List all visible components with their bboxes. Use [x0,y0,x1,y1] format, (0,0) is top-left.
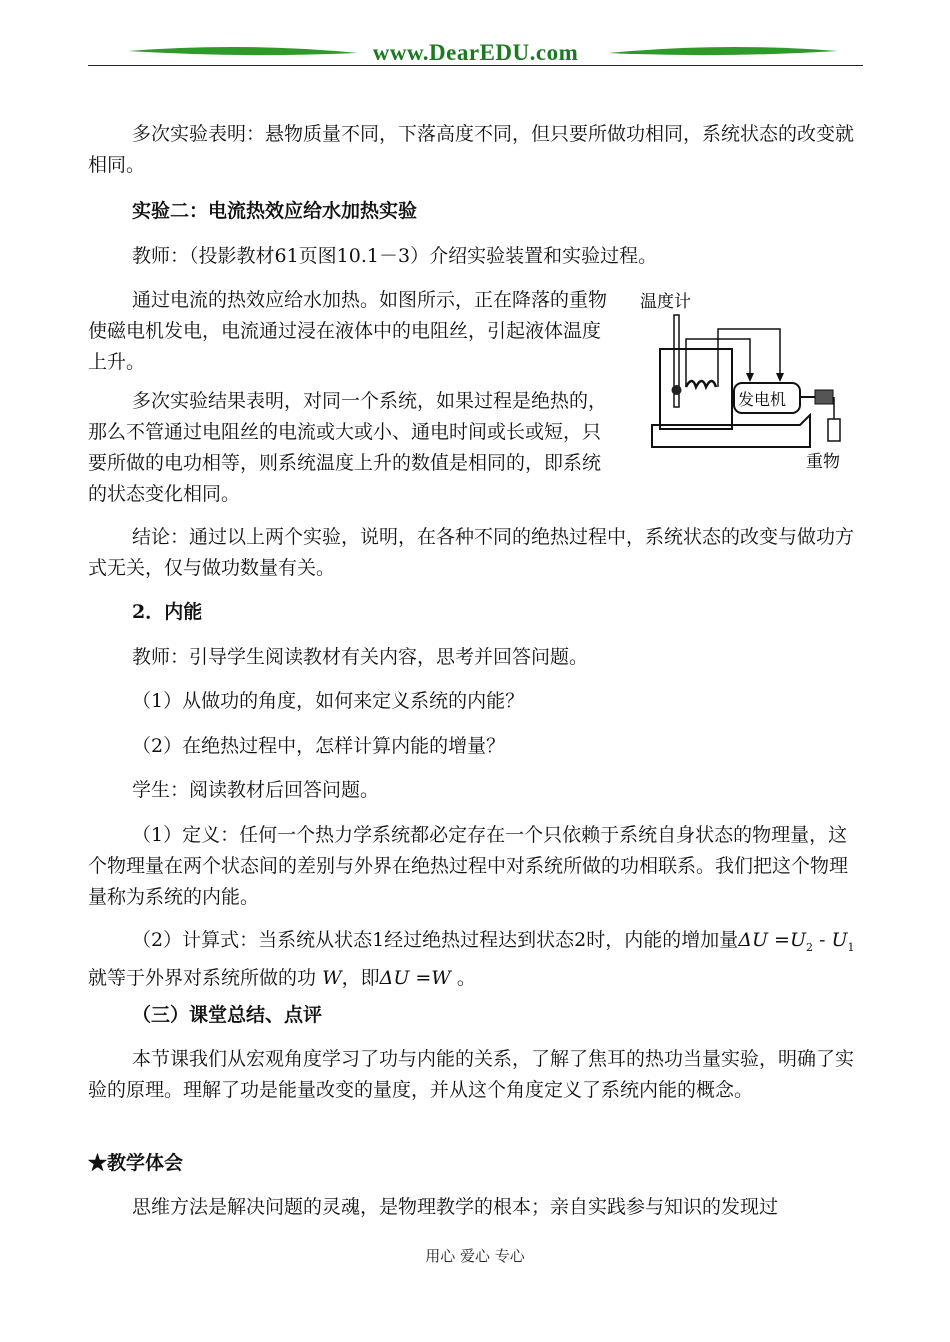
resistance-wire [686,381,716,387]
paragraph: 本节课我们从宏观角度学习了功与内能的关系，了解了焦耳的热功当量实验，明确了实验的原理。理解了功是能量改变的量度，并从这个角度定义了系统内能的概念。 [88,1048,855,1101]
arrow [746,373,754,382]
thermometer-label: 温度计 [640,292,691,312]
section-heading: （三）课堂总结、点评 [132,1004,323,1026]
page-header [88,36,863,72]
paragraph: 多次实验表明：悬物质量不同，下落高度不同，但只要所做功相同，系统状态的改变就相同。 [88,123,855,176]
paragraph: 思维方法是解决问题的灵魂，是物理教学的根本；亲自实践参与知识的发现过 [132,1196,779,1218]
question-2: （2）在绝热过程中，怎样计算内能的增量？ [132,735,506,757]
paragraph: （1）定义：任何一个热力学系统都必定存在一个只依赖于系统自身状态的物理量，这个物理量在两个状态间的差别与外界在绝热过程中对系统所做的功相联系。我们把这个物理量称为系统的内能。 [88,824,849,908]
paragraph: 教师：（投影教材61页图10.1－3）介绍实验装置和实验过程。 [132,245,658,267]
question-1: （1）从做功的角度，如何来定义系统的内能？ [132,690,525,712]
paragraph: 教师：引导学生阅读教材有关内容，思考并回答问题。 [132,646,589,668]
paragraph: 通过电流的热效应给水加热。如图所示，正在降落的重物使磁电机发电，电流通过浸在液体中的电阻丝，引起液体温度上升。 [88,289,608,373]
weight-block [828,419,840,441]
paragraph: 学生：阅读教材后回答问题。 [132,779,380,801]
section-heading: ★教学体会 [88,1152,184,1174]
generator-label: 发电机 [738,390,787,409]
site-brand[interactable]: www.DearEDU.com [372,40,579,65]
weight-label: 重物 [806,452,840,472]
formula-paragraph: （2）计算式：当系统从状态1经过绝热过程达到状态2时，内能的增加量$\Delta U =U_2 - U_1$就等于外界对系统所做的功 W，即ΔU =W 。 [88,929,855,989]
header-rule [88,65,863,66]
paragraph: 结论：通过以上两个实验，说明，在各种不同的绝热过程中，系统状态的改变与做功方式无关，仅与做功数量有关。 [88,526,855,579]
section-heading: 实验二：电流热效应给水加热实验 [132,200,418,222]
arrow [776,373,784,382]
page-footer: 用心 爱心 专心 [425,1247,525,1265]
paragraph: 多次实验结果表明，对同一个系统，如果过程是绝热的，那么不管通过电阻丝的电流或大或小、通电时间或长或短，只要所做的电功相等，则系统温度上升的数值是相同的，即系统的状态变化相同。 [88,390,608,505]
spool [815,390,833,404]
generator-heating-diagram [630,287,862,477]
thermometer-bulb [672,385,682,395]
section-heading: 2．内能 [132,601,203,623]
